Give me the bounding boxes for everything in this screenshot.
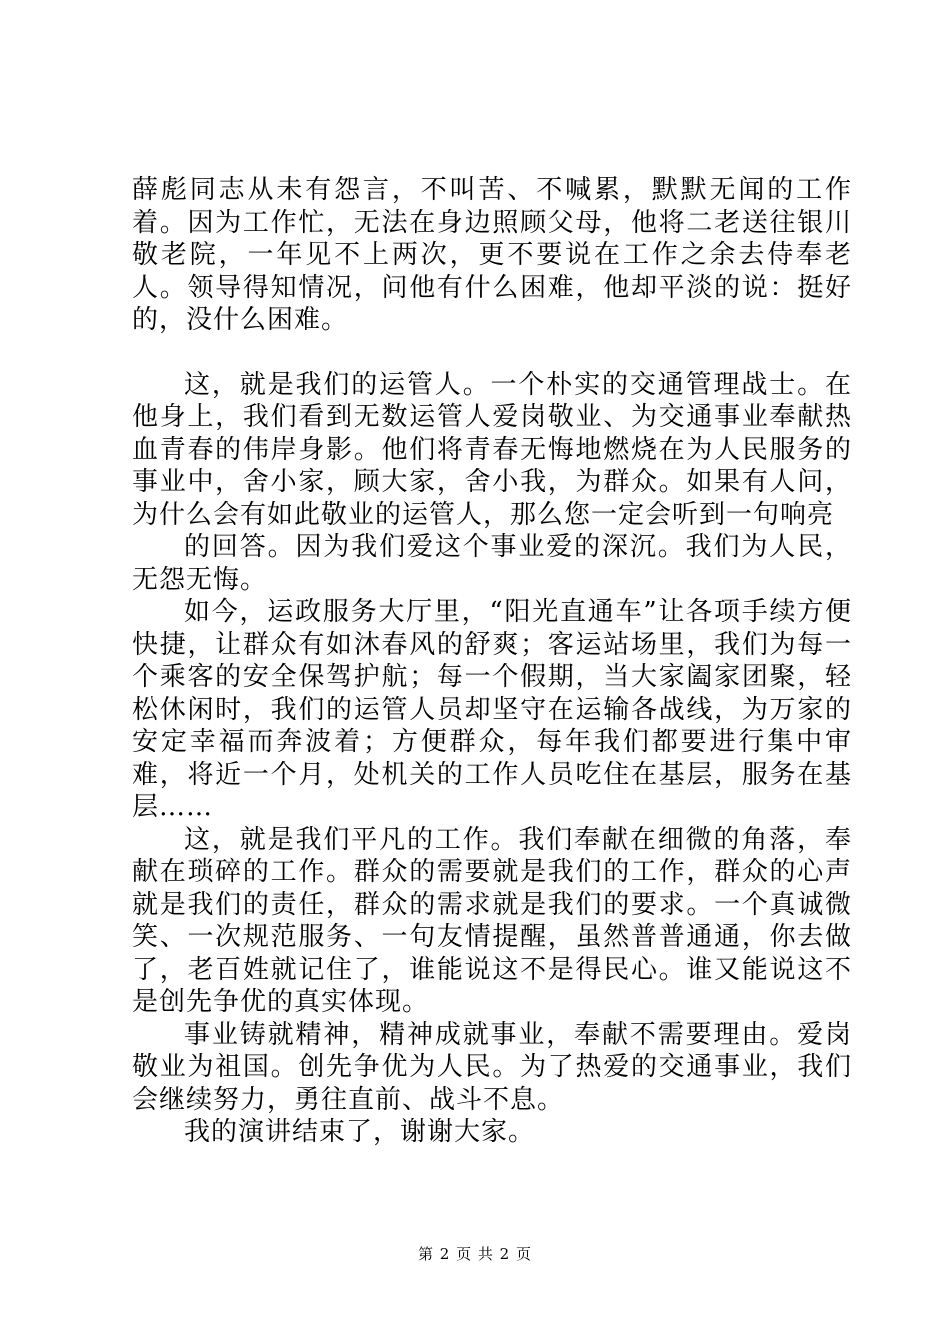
page-footer	[0, 1244, 950, 1264]
paragraph-2: 这，就是我们的运管人。一个朴实的交通管理战士。在他身上，我们看到无数运管人爱岗敬业、为交通事业奉献热血青春的伟岸身影。他们将青春无悔地燃烧在为人民服务的事业中，舍小家，顾大家，舍小我，为群众。如果有人问，为什么会有如此敬业的运管人，那么您一定会听到一句响亮	[132, 369, 852, 530]
paragraph-6: 事业铸就精神，精神成就事业，奉献不需要理由。爱岗敬业为祖国。创先争优为人民。为了热爱的交通事业，我们会继续努力，勇往直前、战斗不息。	[132, 1019, 852, 1115]
paragraph-7: 我的演讲结束了，谢谢大家。	[184, 1117, 536, 1147]
page-number: 第 2 页 共 2 页	[418, 1245, 532, 1263]
paragraph-5: 这，就是我们平凡的工作。我们奉献在细微的角落，奉献在琐碎的工作。群众的需要就是我们的工作，群众的心声就是我们的责任，群众的需求就是我们的要求。一个真诚微笑、一次规范服务、一句友情提醒，虽然普普通通，你去做了，老百姓就记住了，谁能说这不是得民心。谁又能说这不是创先争优的真实体现。	[132, 824, 852, 1017]
document-body	[132, 174, 852, 1149]
paragraph-1: 薛彪同志从未有怨言，不叫苦、不喊累，默默无闻的工作着。因为工作忙，无法在身边照顾父母，他将二老送往银川敬老院，一年见不上两次，更不要说在工作之余去侍奉老人。领导得知情况，问他有什么困难，他却平淡的说：挺好的，没什么困难。	[132, 175, 852, 335]
paragraph-3: 的回答。因为我们爱这个事业爱的深沉。我们为人民，无怨无悔。	[132, 532, 852, 595]
paragraph-4: 如今，运政服务大厅里，“阳光直通车”让各项手续方便快捷，让群众有如沐春风的舒爽；客运站场里，我们为每一个乘客的安全保驾护航；每一个假期，当大家阖家团聚，轻松休闲时，我们的运管人员却坚守在运输各战线，为万家的安定幸福而奔波着；方便群众，每年我们都要进行集中审难，将近一个月，处机关的工作人员吃住在基层，服务在基层……	[132, 597, 852, 822]
